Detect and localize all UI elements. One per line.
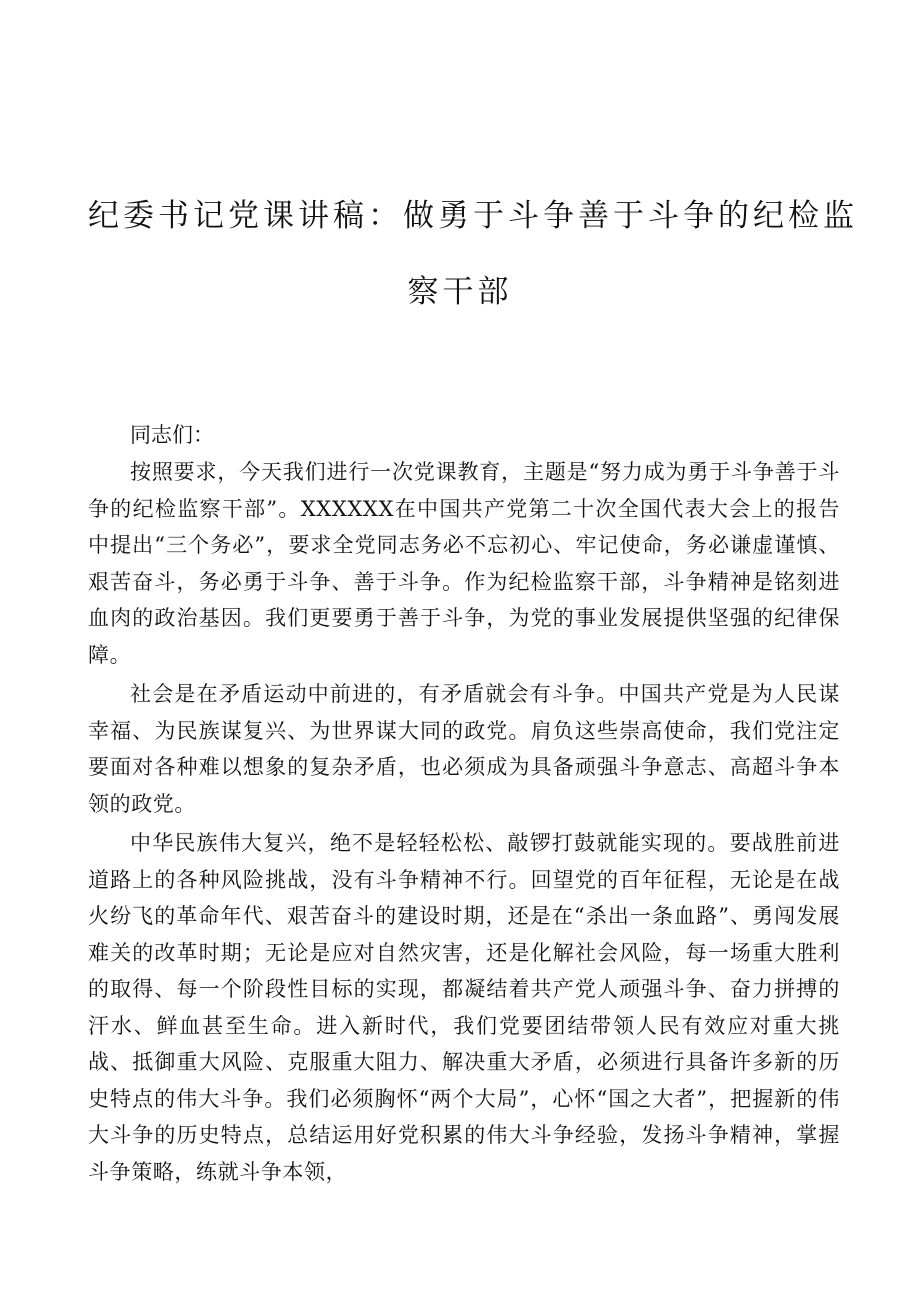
document-title-line-1: 纪委书记党课讲稿：做勇于斗争善于斗争的纪检监 — [88, 198, 858, 234]
paragraph-1: 按照要求，今天我们进行一次党课教育，主题是“努力成为勇于斗争善于斗争的纪检监察干部”。XXXXXX在中国共产党第二十次全国代表大会上的报告中提出“三个务必”，要求全党同志务必不忘初心、牢记使命，务必谦虚谨慎、艰苦奋斗，务必勇于斗争、善于斗争。作为纪检监察干部，斗争精神是铭刻进血肉的政治基因。我们更要勇于善于斗争，为党的事业发展提供坚强的纪律保障。 — [88, 460, 840, 667]
document-title-line-2: 察干部 — [407, 274, 513, 310]
salutation: 同志们： — [130, 423, 214, 447]
paragraph-3: 中华民族伟大复兴，绝不是轻轻松松、敲锣打鼓就能实现的。要战胜前进道路上的各种风险挑战，没有斗争精神不行。回望党的百年征程，无论是在战火纷飞的革命年代、艰苦奋斗的建设时期，还是在“杀出一条血路”、勇闯发展难关的改革时期；无论是应对自然灾害，还是化解社会风险，每一场重大胜利的取得、每一个阶段性目标的实现，都凝结着共产党人顽强斗争、奋力拼搏的汗水、鲜血甚至生命。进入新时代，我们党要团结带领人民有效应对重大挑战、抵御重大风险、克服重大阻力、解决重大矛盾，必须进行具备许多新的历史特点的伟大斗争。我们必须胸怀“两个大局”，心怀“国之大者”，把握新的伟大斗争的历史特点，总结运用好党积累的伟大斗争经验，发扬斗争精神，掌握斗争策略，练就斗争本领， — [88, 831, 840, 1184]
document-body — [88, 418, 840, 1190]
paragraph-2: 社会是在矛盾运动中前进的，有矛盾就会有斗争。中国共产党是为人民谋幸福、为民族谋复兴、为世界谋大同的政党。肩负这些崇高使命，我们党注定要面对各种难以想象的复杂矛盾，也必须成为具备顽强斗争意志、高超斗争本领的政党。 — [88, 682, 840, 816]
